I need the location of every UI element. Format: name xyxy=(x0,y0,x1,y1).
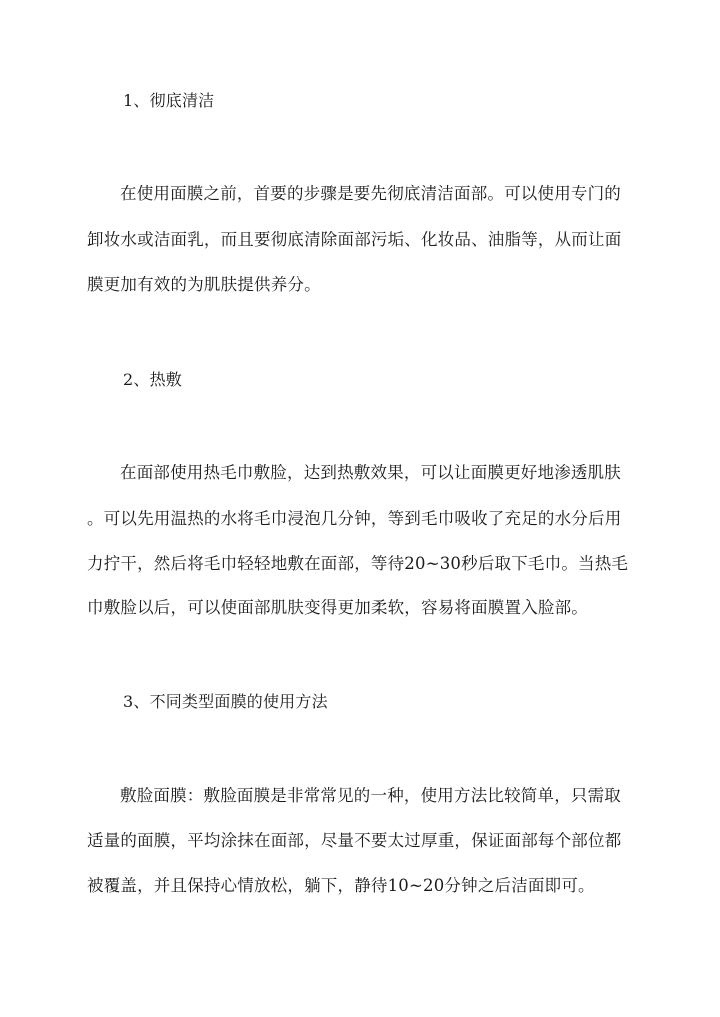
section-heading-2: 2、热敷 xyxy=(123,370,182,389)
section-heading-1: 1、彻底清洁 xyxy=(123,91,215,110)
paragraph-line: 巾敷脸以后，可以使面部肌肤变得更加柔软，容易将面膜置入脸部。 xyxy=(87,598,588,617)
paragraph-line: 力拧干，然后将毛巾轻轻地敷在面部，等待20~30秒后取下毛巾。当热毛 xyxy=(87,554,629,573)
paragraph-line: 适量的面膜，平均涂抹在面部，尽量不要太过厚重，保证面部每个部位都 xyxy=(87,831,622,850)
paragraph-line: 。可以先用温热的水将毛巾浸泡几分钟，等到毛巾吸收了充足的水分后用 xyxy=(87,509,622,528)
paragraph-line: 在使用面膜之前，首要的步骤是要先彻底清洁面部。可以使用专门的 xyxy=(120,184,621,203)
paragraph-line: 膜更加有效的为肌肤提供养分。 xyxy=(87,275,321,294)
paragraph-line: 敷脸面膜：敷脸面膜是非常常见的一种，使用方法比较简单，只需取 xyxy=(120,786,621,805)
paragraph-line: 卸妆水或洁面乳，而且要彻底清除面部污垢、化妆品、油脂等，从而让面 xyxy=(87,230,622,249)
paragraph-line: 被覆盖，并且保持心情放松，躺下，静待10~20分钟之后洁面即可。 xyxy=(87,876,595,895)
paragraph-line: 在面部使用热毛巾敷脸，达到热敷效果，可以让面膜更好地渗透肌肤 xyxy=(120,463,621,482)
section-heading-3: 3、不同类型面膜的使用方法 xyxy=(123,692,328,711)
